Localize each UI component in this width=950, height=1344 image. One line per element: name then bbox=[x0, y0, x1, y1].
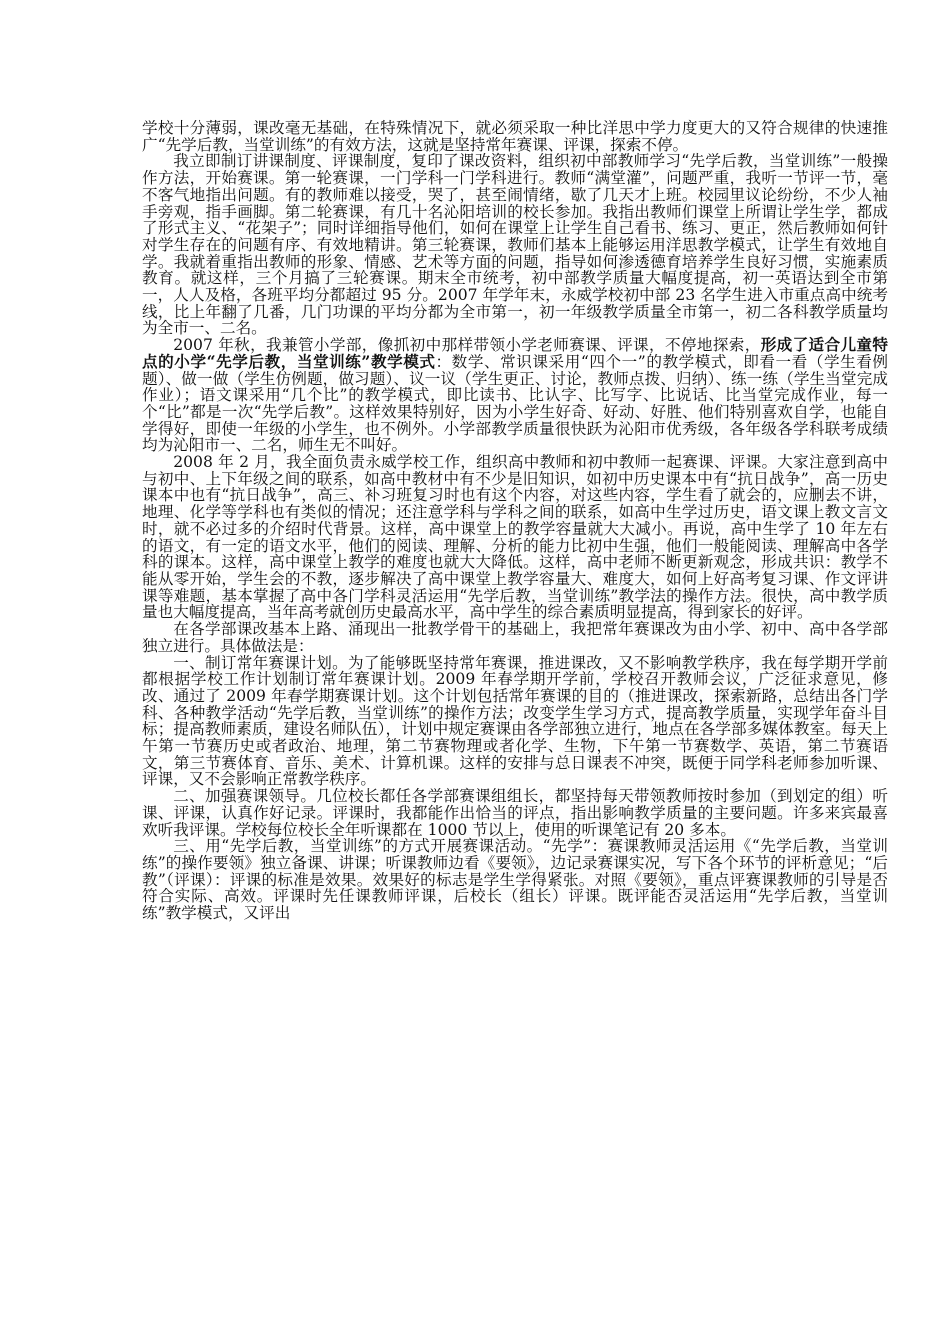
paragraph-text: ：数学、常识课采用“四个一”的教学模式，即看一看（学生看例题）、做一做（学生仿例题，做习题）、议一议（学生更正、讨论，教师点拨、归纳）、练一练（学生当堂完成作业）；语文课采用“几个比”的教学模式，即比读书、比认字、比写字、比说话、比当堂完成作业，每一个“比”都是一次“先学后教”。这样效果特别好，因为小学生好奇、好动、好胜、他们特别喜欢自学，也能自学得好，即使一年级的小学生，也不例外。小学部教学质量很快跃为沁阳市优秀级，各年级各学科联考成绩均为沁阳市一、二名，师生无不叫好。 bbox=[142, 352, 888, 455]
paragraph: 三、用“先学后教，当堂训练”的方式开展赛课活动。“先学”：赛课教师灵活运用《“先学后教，当堂训练”的操作要领》独立备课、讲课；听课教师边看《要领》，边记录赛课实况，写下各个环节的评析意见；“后教”（评课）：评课的标准是效果。效果好的标志是学生学得紧张。对照《要领》，重点评赛课教师的引导是否符合实际、高效。评课时先任课教师评课，后校长（组长）评课。既评能否灵活运用“先学后教，当堂训练”教学模式，又评出 bbox=[142, 837, 888, 923]
emphasized-text: 形成了适合儿童特点的小学“先学后教，当堂训练”教学模式 bbox=[142, 335, 888, 371]
paragraph: 二、加强赛课领导。几位校长都任各学部赛课组组长，都坚持每天带领教师按时参加（到划定的组）听课、评课，认真作好记录。评课时，我都能作出恰当的评点，指出影响教学质量的主要问题。许多来宾最喜欢听我评课。学校每位校长全年听课都在 1000 节以上，使用的听课笔记有 20 多本。 bbox=[142, 787, 888, 839]
paragraph: 学校十分薄弱，课改毫无基础，在特殊情况下，就必须采取一种比洋思中学力度更大的又符合规律的快速推广“先学后教，当堂训练”的有效方法，这就是坚持常年赛课、评课，探索不停。 bbox=[142, 119, 888, 154]
paragraph: 在各学部课改基本上路、涌现出一批教学骨干的基础上，我把常年赛课改为由小学、初中、高中各学部独立进行。具体做法是： bbox=[142, 620, 888, 655]
paragraph: 一、制订常年赛课计划。为了能够既坚持常年赛课，推进课改，又不影响教学秩序，我在每学期开学前都根据学校工作计划制订常年赛课计划。2009 年春学期开学前，学校召开教师会议，广泛征求意见，修改、通过了 2009 年春学期赛课计划。这个计划包括常年赛课的目的（推进课改，探索新路，总结出各门学科、各种教学活动“先学后教，当堂训练”的操作方法；改变学生学习方式，提高教学质量，实现学年奋斗目标；提高教师素质，建设名师队伍），计划中规定赛课由各学部独立进行，地点在各学部多媒体教室。每天上午第一节赛历史或者政治、地理，第二节赛物理或者化学、生物，下午第一节赛数学、英语，第二节赛语文，第三节赛体育、音乐、美术、计算机课。这样的安排与总日课表不冲突，既便于同学科老师参加听课、评课，又不会影响正常教学秩序。 bbox=[142, 653, 888, 789]
paragraph: 2008 年 2 月，我全面负责永威学校工作，组织高中教师和初中教师一起赛课、评课。大家注意到高中与初中、上下年级之间的联系，如高中教材中有不少是旧知识，如初中历史课本中有“抗日战争”，高一历史课本中也有“抗日战争”，高三、补习班复习时也有这个内容，对这些内容，学生看了就会的，应删去不讲，地理、化学等学科也有类似的情况；还注意学科与学科之间的联系，如高中生学过历史，语文课上教文言文时，就不必过多的介绍时代背景。这样，高中课堂上的教学容量就大大减小。再说，高中生学了 10 年左右的语文，有一定的语文水平，他们的阅读、理解、分析的能力比初中生强，他们一般能阅读、理解高中各学科的课本。这样，高中课堂上教学的难度也就大大降低。这样，高中老师不断更新观念，形成共识：教学不能从零开始，学生会的不教，逐步解决了高中课堂上教学容量大、难度大，如何上好高考复习课、作文评讲课等难题，基本掌握了高中各门学科灵活运用“先学后教，当堂训练”教学法的操作方法。很快，高中教学质量也大幅度提高，当年高考就创历史最高水平，高中学生的综合素质明显提高，得到家长的好评。 bbox=[142, 453, 888, 622]
paragraph bbox=[142, 337, 888, 454]
paragraph: 我立即制订讲课制度、评课制度，复印了课改资料，组织初中部教师学习“先学后教，当堂训练”一般操作方法，开始赛课。第一轮赛课，一门学科一门学科进行。教师“满堂灌”，问题严重，我听一节评一节，毫不客气地指出问题。有的教师难以接受，哭了，甚至闹情绪，歇了几天才上班。校园里议论纷纷，不少人袖手旁观，指手画脚。第二轮赛课，有几十名沁阳培训的校长参加。我指出教师们课堂上所谓让学生学，都成了形式主义、“花架子”；同时详细指导他们，如何在课堂上让学生自己看书、练习、更正，然后教师如何针对学生存在的问题有序、有效地精讲。第三轮赛课，教师们基本上能够运用洋思教学模式，让学生有效地自学。我就着重指出教师的形象、情感、艺术等方面的问题，指导如何渗透德育培养学生良好习惯，实施素质教育。就这样，三个月搞了三轮赛课。期末全市统考，初中部教学质量大幅度提高，初一英语达到全市第一，人人及格，各班平均分都超过 95 分。2007 年学年末，永威学校初中部 23 名学生进入市重点高中统考线，比上年翻了几番，几门功课的平均分都为全市第一，初一年级教学质量全市第一，初二各科教学质量均为全市一、二名。 bbox=[142, 152, 888, 338]
paragraph-text: 2007 年秋，我兼管小学部，像抓初中那样带领小学老师赛课、评课，不停地探索， bbox=[173, 336, 761, 355]
document-body bbox=[142, 120, 888, 922]
